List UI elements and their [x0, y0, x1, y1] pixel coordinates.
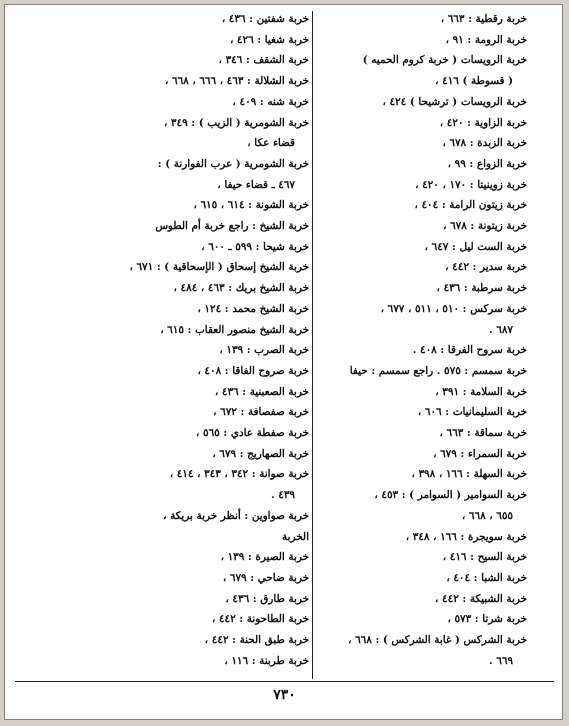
footer-rule — [15, 681, 554, 682]
index-entry: خربة سويجرة : ١٦٦ ، ٣٤٨ ، — [405, 530, 527, 543]
index-entry: خربة الست ليل : ٦٤٧ ، — [424, 240, 527, 253]
page-number: ٧٣٠ — [273, 687, 296, 703]
index-entry: خربة زوينيتا : ١٧٠ ، ٤٢٠ ، — [415, 178, 527, 191]
index-entry: ٦٦٩ . — [489, 654, 513, 667]
index-entry: خربة الصهاريج : ٦٧٩ ، — [212, 447, 309, 460]
index-entry: خربة السمراء : ٦٧٩ ، — [433, 447, 527, 460]
index-entry: خربة صروح الفاقا : ٤٠٨ ، — [197, 364, 309, 377]
scanned-page — [4, 4, 563, 720]
index-entry: خربة الزاوية : ٤٢٠ ، — [439, 116, 527, 129]
index-entry: خربة السليمانيات : ٦٠٦ ، — [417, 406, 527, 419]
index-entry: خربة الشيخ محمد : ١٢٤ ، — [197, 302, 309, 315]
index-entry: خربة طربنة : ١١٦ ، — [224, 654, 309, 667]
index-entry: خربة صفطة عادي : ٥٦٥ ، — [196, 427, 309, 440]
index-entry: خربة الشبا : ٤٠٤ ، — [446, 571, 527, 584]
index-entry: خربة صفصافة : ٦٧٢ ، — [213, 406, 309, 419]
index-entry: خربة شفتين : ٤٣٦ ، — [221, 13, 309, 25]
index-entry: خربة الشونة : ٦١٤ ، ٦١٥ ، — [193, 199, 309, 212]
index-entry: خربة شرتا : ٥٧٣ ، — [447, 613, 527, 626]
index-entry: خربة الشومرية ( الزيب ) : ٣٤٩ ، — [163, 116, 309, 129]
index-entry: خربة سماقة : ٦٦٣ ، — [439, 427, 527, 440]
index-entry: خربة الصعبنية : ٤٣٦ ، — [214, 385, 309, 398]
index-entry: خربة الزبدة : ٦٧٨ ، — [442, 137, 527, 150]
index-entry: خربة الشيخ بريك : ٤٦٣ ، ٤٨٤ ، — [173, 282, 309, 295]
index-entry: خربة السيح : ٤١٦ ، — [442, 551, 527, 564]
index-entry: خربة الرويسات ( ترشيحا ) ٤٢٤ ، — [382, 95, 527, 108]
index-entry: خربة الشلالة : ٤٦٣ ، ٦٦٦ ، ٦٦٨ ، — [165, 75, 309, 88]
index-entry: خربة شنه : ٤٠٩ ، — [232, 95, 309, 108]
index-entry: خربة سدير : ٤٤٢ ، — [445, 261, 527, 274]
index-entry: ٦٥٥ ، ٦٦٨ ، — [461, 509, 513, 522]
index-entry: ٤٣٩ . — [271, 489, 295, 502]
index-entry: خربة سركس : ٥١٠ ، ٥١١ ، ٦٧٧ ، — [380, 302, 527, 315]
index-entry: خربة الشيخ منصور العقاب : ٦١٥ ، — [160, 323, 309, 336]
index-entry: خربة السوامير ( السوامر ) : ٤٥٣ ، — [374, 489, 527, 502]
index-column-left — [57, 9, 309, 672]
index-entry: خربة طبق الحنة : ٤٤٢ ، — [204, 634, 309, 647]
index-entry: خربة الشومرية ( عرب الفوارنة ) : — [157, 157, 309, 170]
index-entry: خربة الرومة : ٩١ ، — [445, 33, 527, 46]
index-entry: قضاء عكا ، — [247, 137, 295, 150]
index-entry: خربة الرويسات ( خربة كروم الحميه ) — [362, 54, 527, 67]
index-entry: خربة شيحا : ٥٩٩ ـ ٦٠٠ ، — [201, 240, 309, 253]
index-entry: خربة رقطية : ٦٦٣ ، — [440, 13, 527, 25]
index-entry: خربة الصيرة : ١٣٩ ، — [220, 551, 309, 564]
index-entry: ( قسوطة ) ٤١٦ ، — [435, 75, 513, 88]
index-entry: خربة ضاحي : ٦٧٩ ، — [222, 571, 309, 584]
index-entry: خربة سمسم : ٥٧٥ . راجع سمسم : حيفا — [349, 364, 527, 377]
index-entry: خربة السلامة : ٣٩١ ، — [435, 385, 527, 398]
index-entry: خربة صوانة : ٣٤٢ ، ٣٤٣ ، ٤١٤ ، — [169, 468, 309, 481]
index-entry: الخربة — [282, 530, 309, 543]
index-entry: خربة سروح الفرقا : ٤٠٨ . — [412, 344, 527, 357]
index-entry: ٦٨٧ . — [489, 323, 513, 336]
index-entry: خربة الطاحونة : ٤٤٢ ، — [211, 613, 309, 626]
index-entry: خربة السهلة : ١٦٦ ، ٣٩٨ ، — [411, 468, 527, 481]
index-entry: خربة سرطبة : ٤٣٦ ، — [436, 282, 527, 295]
index-column-right — [317, 9, 527, 672]
index-entry: خربة زيتونة : ٦٧٨ ، — [443, 220, 527, 233]
index-entry: خربة الشقف : ٣٤٦ ، — [218, 54, 309, 67]
index-entry: خربة الشركس ( غابة الشركس ) : ٦٦٨ ، — [348, 634, 527, 647]
index-entry: خربة الزواع : ٩٩ ، — [447, 157, 527, 170]
index-entry: خربة الشيخ إسحاق ( الإسحاقية ) : ٦٧١ ، — [129, 261, 309, 274]
index-entry: خربة شغيا : ٤٢٦ ، — [229, 33, 309, 46]
index-entry: خربة زيتون الرامة : ٤٠٤ ، — [414, 199, 527, 212]
index-entry: خربة الصرب : ١٣٩ ، — [219, 344, 309, 357]
column-divider — [312, 11, 313, 679]
index-entry: خربة طارق : ٤٣٦ ، — [225, 592, 309, 605]
index-entry: خربة الشبيكة : ٤٤٢ ، — [435, 592, 527, 605]
index-entry: ٤٦٧ ـ قضاء حيفا ، — [217, 178, 295, 191]
index-entry: خربة صواوين : أنظر خربة بريكة ، — [163, 509, 309, 522]
index-entry: خربة الشيخ : راجع خربة أم الطوس — [155, 220, 309, 233]
